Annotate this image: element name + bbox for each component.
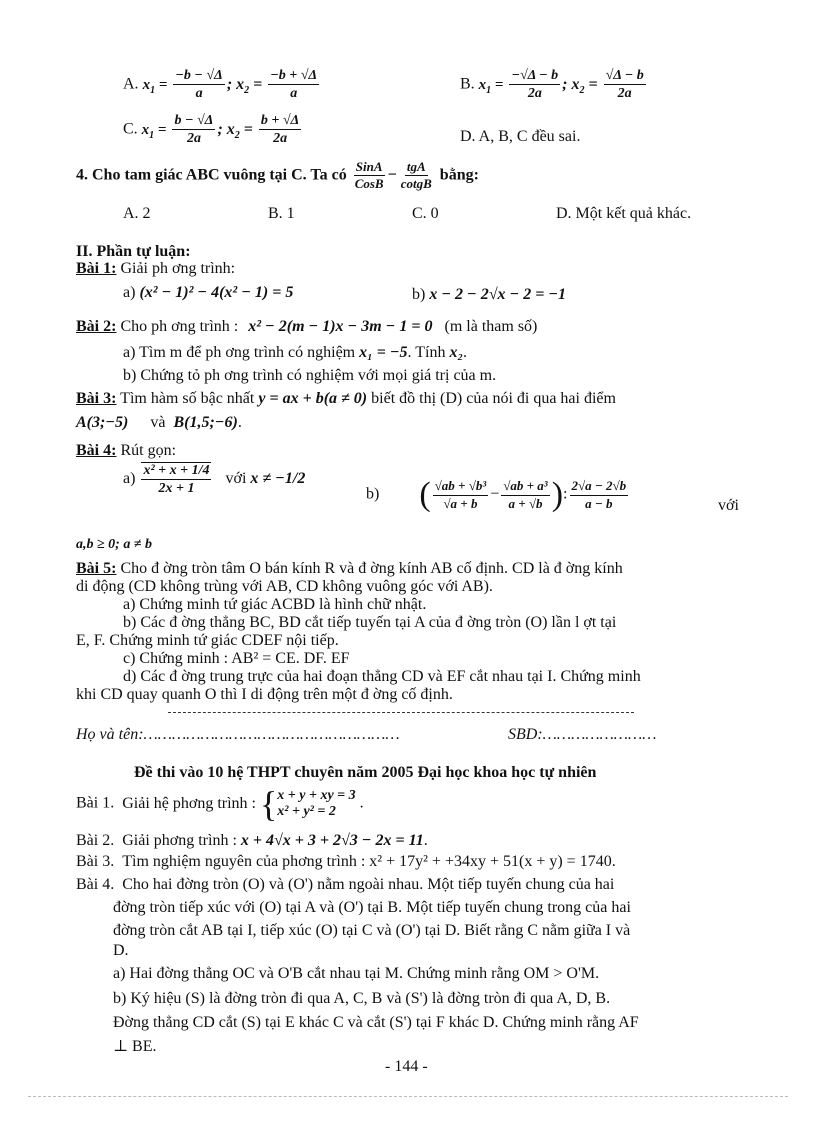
fraction bbox=[433, 479, 489, 511]
bai4 bbox=[76, 442, 176, 460]
fraction bbox=[173, 68, 224, 102]
bai5 bbox=[76, 560, 623, 578]
question-4-suffix: bằng: bbox=[439, 166, 479, 184]
denominator: a + √b bbox=[508, 495, 543, 511]
bai2-b: b) Chứng tỏ ph ơng trình có nghiệm với mọi giá trị của m. bbox=[123, 367, 497, 384]
fraction bbox=[570, 479, 629, 511]
bai3-points: A(3;−5) và B(1,5;−6). bbox=[76, 414, 242, 431]
fraction bbox=[259, 113, 301, 147]
fraction bbox=[501, 479, 549, 511]
b2-text: Giải phơng trình : bbox=[122, 832, 237, 849]
fraction bbox=[509, 68, 560, 102]
fraction bbox=[399, 160, 434, 192]
b4-line1: Cho hai đờng tròn (O) và (O') nằm ngoài nhau. Một tiếp tuyến chung của hai bbox=[122, 876, 615, 893]
denominator: 2a bbox=[527, 86, 542, 102]
separator bbox=[168, 712, 634, 713]
numerator: √Δ − b bbox=[604, 68, 646, 85]
denominator: a − b bbox=[585, 495, 613, 511]
bai2-expr: x² − 2(m − 1)x − 3m − 1 = 0 bbox=[248, 318, 433, 335]
b3-text: Tìm nghiệm nguyên của phơng trình : x² + 17y² + +34xy + 51(x + y) = 1740. bbox=[122, 853, 616, 870]
bai2 bbox=[76, 318, 537, 336]
bai2-label: Bài 2: bbox=[76, 318, 117, 335]
bai4-b: b) ( $\frac{\text{√ab + √b³}}{√a + b}$ − $\frac{\text{√ab + a³}}{a + √b}$ ): $\frac{2√a - 2√b}{a - b}$ bbox=[366, 476, 627, 513]
exam2-b3 bbox=[76, 853, 616, 871]
bai3-label: Bài 3: bbox=[76, 390, 117, 407]
bai2-a-text: a) Tìm m để ph ơng trình có nghiệm bbox=[123, 344, 356, 361]
bai5-a: a) Chứng minh tứ giác ACBD là hình chữ nhật. bbox=[123, 596, 427, 613]
exam2-b4 bbox=[76, 876, 614, 894]
bai1-text: Giải ph ơng trình: bbox=[116, 260, 236, 277]
bai5-d1: d) Các đ ờng trung trực của hai đoạn thẳng CD và EF cắt nhau tại I. Chứng minh bbox=[123, 668, 641, 685]
bai5-b1: b) Các đ ờng thẳng BC, BD cắt tiếp tuyến tại A của đ ờng tròn (O) lần l ợt tại bbox=[123, 614, 617, 631]
denominator: √a + b bbox=[443, 495, 478, 511]
exam2-title: Đề thi vào 10 hệ THPT chuyên năm 2005 Đại học khoa học tự nhiên bbox=[134, 764, 597, 781]
fraction bbox=[353, 160, 386, 192]
point-b: B(1,5;−6) bbox=[173, 414, 238, 431]
page-bottom-rule bbox=[28, 1096, 788, 1097]
bai5-label: Bài 5: bbox=[76, 560, 117, 577]
bai5-line2: di động (CD không trùng với AB, CD không vuông góc với AB). bbox=[76, 578, 493, 595]
bai4-b-label: b) bbox=[366, 485, 380, 503]
bai4-b-with: với bbox=[718, 497, 739, 514]
page-number: - 144 - bbox=[385, 1058, 428, 1075]
q4-option-a: A. 2 bbox=[123, 205, 151, 222]
bai2-a-x2: x₂ bbox=[449, 344, 464, 361]
option-label: C. bbox=[123, 120, 138, 138]
b3-label: Bài 3. bbox=[76, 853, 115, 870]
bai1-b-expr: x − 2 − 2√x − 2 = −1 bbox=[429, 286, 567, 303]
bai2-a: a) Tìm m để ph ơng trình có nghiệm x₁ = −5. Tính x₂. bbox=[123, 344, 468, 361]
q3-option-a: A. $x_1$ = $\frac{-b - √\Delta}{a}$ ; $x_2$ = $\frac{-b + √\Delta}{a}$ bbox=[123, 68, 318, 102]
denominator: CosB bbox=[354, 176, 384, 192]
q3-option-c: C. $x_1$ = $\frac{b - √\Delta}{2a}$ ; $x_2$ = $\frac{b + √\Delta}{2a}$ bbox=[123, 113, 300, 147]
and-word: và bbox=[150, 414, 166, 431]
bai4-text: Rút gọn: bbox=[116, 442, 177, 459]
name-field: Họ và tên:……………………………………………… bbox=[76, 726, 400, 743]
numerator: b − √Δ bbox=[172, 113, 215, 130]
option-label: A. bbox=[123, 75, 139, 93]
question-4: 4. Cho tam giác ABC vuông tại C. Ta có $\frac{\text{SinA}}{\text{CosB}}$ − $\frac{\text{tgA}}{\text{cotgB}}$ bằng: bbox=[76, 159, 479, 192]
numerator: 2√a − 2√b bbox=[570, 479, 629, 495]
bai5-b2: E, F. Chứng minh tứ giác CDEF nội tiếp. bbox=[76, 632, 339, 649]
bai5-c: c) Chứng minh : AB² = CE. DF. EF bbox=[123, 650, 350, 667]
bai4-a-label: a) bbox=[123, 470, 136, 488]
fraction bbox=[268, 68, 319, 102]
denominator: 2a bbox=[273, 131, 288, 147]
bai1-label: Bài 1: bbox=[76, 260, 117, 277]
bai2-a-expr: x₁ = −5 bbox=[359, 344, 408, 361]
numerator: b + √Δ bbox=[259, 113, 301, 130]
denominator: a bbox=[195, 86, 203, 102]
bai1-a-label: a) bbox=[123, 284, 136, 301]
bai5-line1: Cho đ ờng tròn tâm O bán kính R và đ ờng kính AB cố định. CD là đ ờng kính bbox=[116, 560, 623, 577]
numerator: −√Δ − b bbox=[509, 68, 560, 85]
numerator: x² + x + 1/4 bbox=[141, 462, 211, 480]
q4-option-b: B. 1 bbox=[268, 205, 295, 222]
b1-text: Giải hệ phơng trình : bbox=[122, 794, 256, 812]
b4-label: Bài 4. bbox=[76, 876, 115, 893]
numerator: √ab + a³ bbox=[501, 479, 549, 495]
exam2-b1: Bài 1. Giải hệ phơng trình : { x + y + xy = 3 x² + y² = 2 . bbox=[76, 784, 364, 824]
b2-expr: x + 4√x + 3 + 2√3 − 2x = 11 bbox=[240, 832, 424, 849]
bai2-text: Cho ph ơng trình : bbox=[116, 318, 239, 335]
q3-option-b: B. $x_1$ = $\frac{-√\Delta - b}{2a}$ ; $x_2$ = $\frac{√\Delta - b}{2a}$ bbox=[460, 68, 644, 102]
denominator: 2x + 1 bbox=[158, 481, 195, 497]
bai3 bbox=[76, 390, 616, 408]
bai1-a-expr: (x² − 1)² − 4(x² − 1) = 5 bbox=[139, 284, 294, 301]
denominator: 2a bbox=[617, 86, 632, 102]
numerator: √ab + √b³ bbox=[433, 479, 489, 495]
numerator: −b + √Δ bbox=[268, 68, 319, 85]
bai1 bbox=[76, 260, 235, 278]
bai2-a-tail: . Tính bbox=[407, 344, 446, 361]
b4-line3: đờng tròn cắt AB tại I, tiếp xúc (O) tại C và (O') tại D. Biết rằng C nằm giữa I và bbox=[113, 922, 631, 939]
bai1-b-label: b) bbox=[412, 286, 426, 303]
b4-b2: Đờng thẳng CD cắt (S) tại E khác C và cắt (S') tại F khác D. Chứng minh rằng AF bbox=[113, 1014, 639, 1031]
bai5-d2: khi CD quay quanh O thì I di động trên một đ ờng cố định. bbox=[76, 686, 453, 703]
b4-a: a) Hai đờng thẳng OC và O'B cắt nhau tại M. Chứng minh rằng OM > O'M. bbox=[113, 965, 600, 982]
b4-b3: ⊥ BE. bbox=[113, 1038, 157, 1055]
bai3-expr: y = ax + b(a ≠ 0) bbox=[258, 390, 368, 407]
b4-line4: D. bbox=[113, 942, 129, 959]
denominator: cotgB bbox=[400, 176, 432, 192]
fraction bbox=[172, 113, 215, 147]
exam2-b2: Bài 2. Giải phơng trình : x + 4√x + 3 + 2√3 − 2x = 11. bbox=[76, 832, 428, 849]
numerator: tgA bbox=[405, 160, 428, 176]
bai3-tail: biết đồ thị (D) của nói đi qua hai điểm bbox=[371, 390, 616, 407]
denominator: a bbox=[290, 86, 298, 102]
bai1-b bbox=[412, 286, 566, 304]
option-label: B. bbox=[460, 75, 475, 93]
bai4-label: Bài 4: bbox=[76, 442, 117, 459]
bai2-note: (m là tham số) bbox=[444, 318, 538, 335]
b4-b1: b) Ký hiệu (S) là đờng tròn đi qua A, C, B và (S') là đờng tròn đi qua A, D, B. bbox=[113, 990, 611, 1007]
sbd-field: SBD:…………………… bbox=[508, 726, 657, 743]
fraction bbox=[141, 462, 211, 497]
equation-2: x² + y² = 2 bbox=[277, 804, 336, 819]
part2-heading: II. Phần tự luận: bbox=[76, 243, 191, 260]
equation-1: x + y + xy = 3 bbox=[277, 787, 356, 803]
bai1-a bbox=[123, 284, 293, 302]
with-word: với bbox=[225, 470, 247, 488]
numerator: −b − √Δ bbox=[173, 68, 224, 85]
q4-option-d: D. Một kết quả khác. bbox=[556, 205, 692, 222]
b4-line2: đờng tròn tiếp xúc với (O) tại A và (O') tại B. Một tiếp tuyến chung trong của hai bbox=[113, 899, 631, 916]
fraction bbox=[604, 68, 646, 102]
bai4-a bbox=[123, 462, 305, 497]
question-4-text: 4. Cho tam giác ABC vuông tại C. Ta có bbox=[76, 166, 347, 184]
b2-label: Bài 2. bbox=[76, 832, 115, 849]
numerator: SinA bbox=[354, 160, 385, 176]
bai4-cond: a,b ≥ 0; a ≠ b bbox=[76, 537, 153, 552]
q3-option-d: D. A, B, C đều sai. bbox=[460, 128, 581, 145]
bai4-a-cond: x ≠ −1/2 bbox=[250, 470, 306, 488]
b1-label: Bài 1. bbox=[76, 794, 115, 812]
bai3-text: Tìm hàm số bậc nhất bbox=[116, 390, 255, 407]
point-a: A(3;−5) bbox=[76, 414, 129, 431]
q4-option-c: C. 0 bbox=[412, 205, 439, 222]
denominator: 2a bbox=[186, 131, 201, 147]
equation-system bbox=[277, 788, 355, 820]
